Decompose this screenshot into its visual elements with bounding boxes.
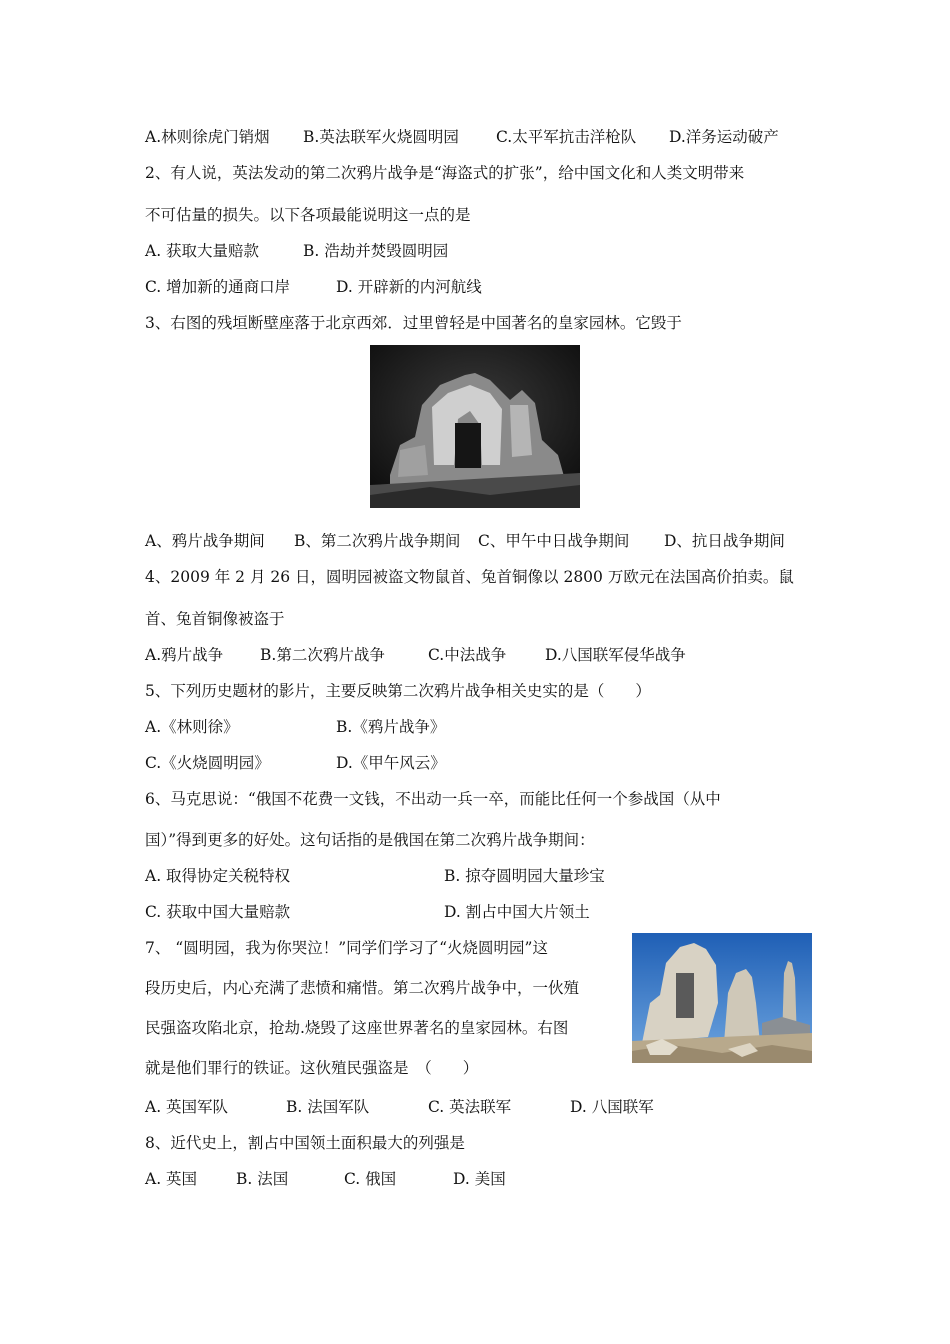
q2-stem-line-1: 2、有人说，英法发动的第二次鸦片战争是“海盗式的扩张”，给中国文化和人类文明带来 (145, 164, 745, 182)
q2-option-d: D. 开辟新的内河航线 (336, 278, 482, 296)
q3-option-b: B、第二次鸦片战争期间 (294, 532, 461, 550)
q7-stem-line-1: 7、 “圆明园，我为你哭泣！”同学们学习了“火烧圆明园”这 (145, 939, 548, 957)
q2-option-b: B. 浩劫并焚毁圆明园 (303, 242, 449, 260)
q4-stem-line-2: 首、兔首铜像被盗于 (145, 610, 285, 628)
q6-option-d: D. 割占中国大片领土 (444, 903, 590, 921)
q8-option-c: C. 俄国 (344, 1170, 397, 1188)
q6-option-c: C. 获取中国大量赔款 (145, 903, 291, 921)
q8-option-d: D. 美国 (453, 1170, 506, 1188)
q7-option-a: A. 英国军队 (145, 1098, 229, 1116)
q8-option-a: A. 英国 (145, 1170, 198, 1188)
yuanmingyuan-ruins-photo-bw (370, 345, 580, 508)
q5-option-d: D.《甲午风云》 (336, 754, 446, 772)
q2-option-a: A. 获取大量赔款 (145, 242, 260, 260)
q4-stem-line-1: 4、2009 年 2 月 26 日，圆明园被盗文物鼠首、兔首铜像以 2800 万欧元在法国高价拍卖。鼠 (145, 568, 794, 586)
q3-option-c: C、甲午中日战争期间 (478, 532, 630, 550)
q7-option-b: B. 法国军队 (286, 1098, 370, 1116)
q8-option-b: B. 法国 (236, 1170, 289, 1188)
q6-option-a: A. 取得协定关税特权 (145, 867, 291, 885)
q4-option-b: B.第二次鸦片战争 (260, 646, 385, 664)
q4-option-c: C.中法战争 (428, 646, 507, 664)
q7-stem-line-4: 就是他们罪行的铁证。这伙殖民强盗是 （ ） (145, 1059, 479, 1077)
q1-option-b: B.英法联军火烧圆明园 (303, 128, 459, 146)
q1-option-d: D.洋务运动破产 (669, 128, 779, 146)
q7-stem-line-2: 段历史后，内心充满了悲愤和痛惜。第二次鸦片战争中，一伙殖 (145, 979, 580, 997)
q6-stem-line-1: 6、马克思说：“俄国不花费一文钱，不出动一兵一卒，而能比任何一个参战国（从中 (145, 790, 721, 808)
q1-option-c: C.太平军抗击洋枪队 (496, 128, 637, 146)
q2-stem-line-2: 不可估量的损失。以下各项最能说明这一点的是 (145, 206, 471, 224)
q7-stem-line-3: 民强盗攻陷北京，抢劫.烧毁了这座世界著名的皇家园林。右图 (145, 1019, 569, 1037)
q4-option-a: A.鸦片战争 (145, 646, 224, 664)
q8-stem: 8、近代史上，割占中国领土面积最大的列强是 (145, 1134, 465, 1152)
q5-option-c: C.《火烧圆明园》 (145, 754, 270, 772)
q3-stem: 3、右图的残垣断壁座落于北京西郊．过里曾轻是中国著名的皇家园林。它毁于 (145, 314, 682, 332)
q6-stem-line-2: 国）”得到更多的好处。这句话指的是俄国在第二次鸦片战争期间： (145, 831, 595, 849)
q4-option-d: D.八国联军侵华战争 (545, 646, 686, 664)
q7-option-d: D. 八国联军 (570, 1098, 654, 1116)
q5-stem: 5、下列历史题材的影片，主要反映第二次鸦片战争相关史实的是（ ） (145, 682, 651, 700)
q3-option-a: A、鸦片战争期间 (145, 532, 265, 550)
q3-option-d: D、抗日战争期间 (664, 532, 785, 550)
q7-option-c: C. 英法联军 (428, 1098, 512, 1116)
yuanmingyuan-ruins-photo-color (632, 933, 812, 1063)
q5-option-a: A.《林则徐》 (145, 718, 239, 736)
q2-option-c: C. 增加新的通商口岸 (145, 278, 291, 296)
q1-option-a: A.林则徐虎门销烟 (145, 128, 270, 146)
q6-option-b: B. 掠夺圆明园大量珍宝 (444, 867, 605, 885)
q5-option-b: B.《鸦片战争》 (336, 718, 446, 736)
